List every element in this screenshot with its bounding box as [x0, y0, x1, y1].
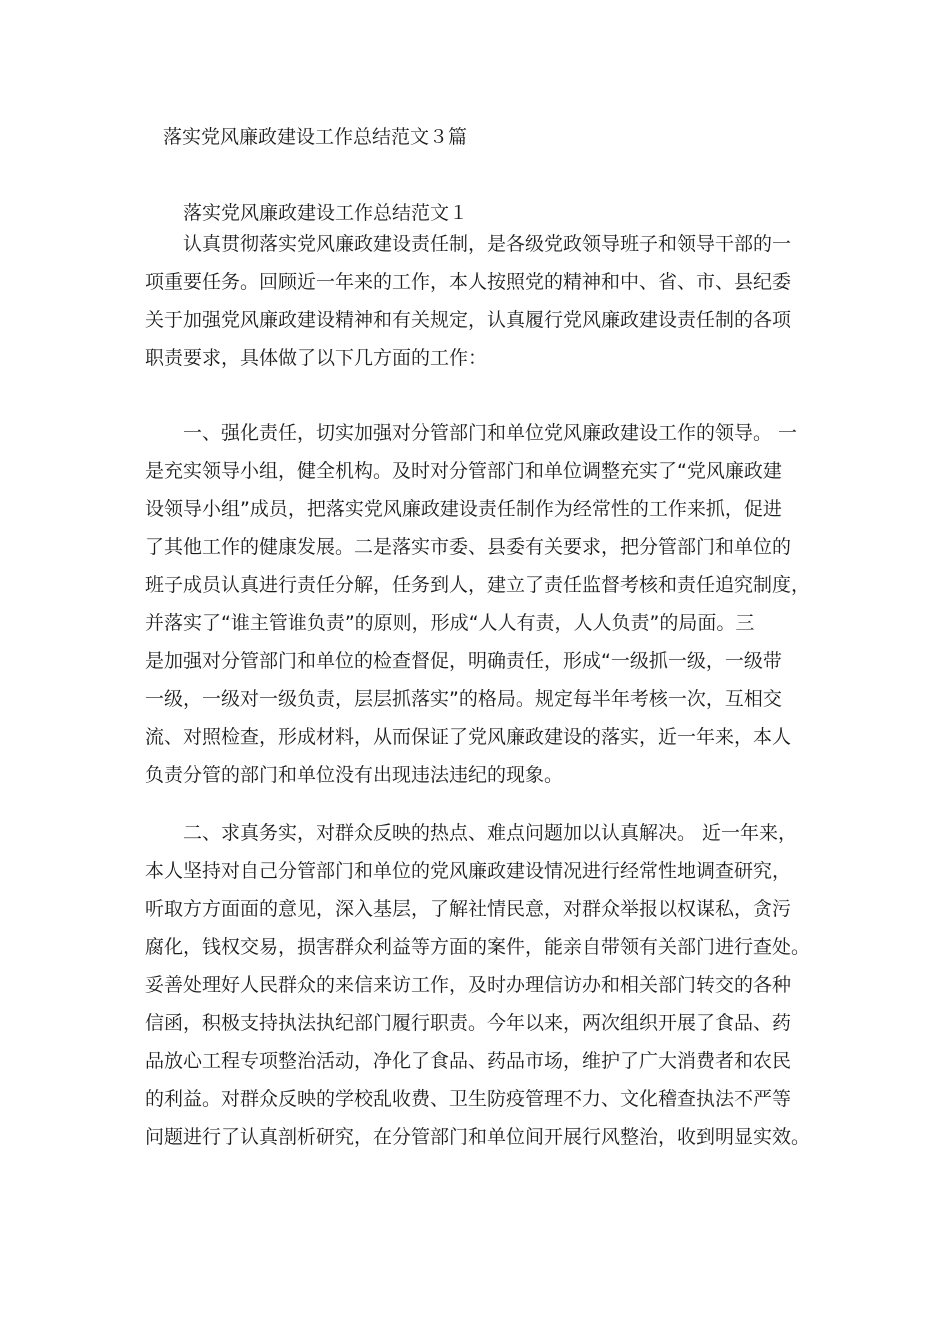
paragraph-section-1	[145, 414, 815, 794]
paragraph-line: 听取方方面面的意见，深入基层，了解社情民意，对群众举报以权谋私，贪污	[145, 898, 792, 920]
paragraph-intro	[145, 225, 815, 377]
paragraph-line: 是加强对分管部门和单位的检查督促，明确责任，形成“一级抓一级，一级带	[145, 650, 782, 672]
paragraph-line: 二、求真务实，对群众反映的热点、难点问题加以认真解决。 近一年来，	[183, 822, 798, 844]
paragraph-line: 并落实了“谁主管谁负责”的原则，形成“人人有责，人人负责”的局面。三	[145, 612, 755, 634]
paragraph-line: 认真贯彻落实党风廉政建设责任制，是各级党政领导班子和领导干部的一	[183, 233, 792, 255]
paragraph-line: 本人坚持对自己分管部门和单位的党风廉政建设情况进行经常性地调查研究，	[145, 860, 792, 882]
paragraph-line: 腐化，钱权交易，损害群众利益等方面的案件，能亲自带领有关部门进行查处。	[145, 936, 811, 958]
paragraph-line: 问题进行了认真剖析研究，在分管部门和单位间开展行风整治，收到明显实效。	[145, 1126, 811, 1148]
paragraph-line: 设领导小组”成员，把落实党风廉政建设责任制作为经常性的工作来抓，促进	[145, 498, 782, 520]
paragraph-line: 一级，一级对一级负责，层层抓落实”的格局。规定每半年考核一次，互相交	[145, 688, 782, 710]
paragraph-line: 品放心工程专项整治活动，净化了食品、药品市场，维护了广大消费者和农民	[145, 1050, 792, 1072]
paragraph-line: 是充实领导小组，健全机构。及时对分管部门和单位调整充实了“党风廉政建	[145, 460, 782, 482]
paragraph-line: 流、对照检查，形成材料，从而保证了党风廉政建设的落实，近一年来，本人	[145, 726, 792, 748]
paragraph-line: 的利益。对群众反映的学校乱收费、卫生防疫管理不力、文化稽查执法不严等	[145, 1088, 792, 1110]
paragraph-line: 项重要任务。回顾近一年来的工作，本人按照党的精神和中、省、市、县纪委	[145, 271, 792, 293]
paragraph-line: 关于加强党风廉政建设精神和有关规定，认真履行党风廉政建设责任制的各项	[145, 309, 792, 331]
paragraph-line: 了其他工作的健康发展。二是落实市委、县委有关要求，把分管部门和单位的	[145, 536, 792, 558]
paragraph-line: 妥善处理好人民群众的来信来访工作，及时办理信访办和相关部门转交的各种	[145, 974, 792, 996]
paragraph-line: 职责要求，具体做了以下几方面的工作：	[145, 347, 488, 369]
paragraph-section-2	[145, 814, 815, 1156]
paragraph-line: 班子成员认真进行责任分解，任务到人，建立了责任监督考核和责任追究制度，	[145, 574, 811, 596]
paragraph-line: 负责分管的部门和单位没有出现违法违纪的现象。	[145, 764, 564, 786]
document-subtitle: 落实党风廉政建设工作总结范文１	[183, 202, 469, 224]
paragraph-line: 一、强化责任，切实加强对分管部门和单位党风廉政建设工作的领导。 一	[183, 422, 798, 444]
document-title: 落实党风廉政建设工作总结范文３篇	[163, 126, 468, 148]
paragraph-line: 信函，积极支持执法执纪部门履行职责。今年以来，两次组织开展了食品、药	[145, 1012, 792, 1034]
